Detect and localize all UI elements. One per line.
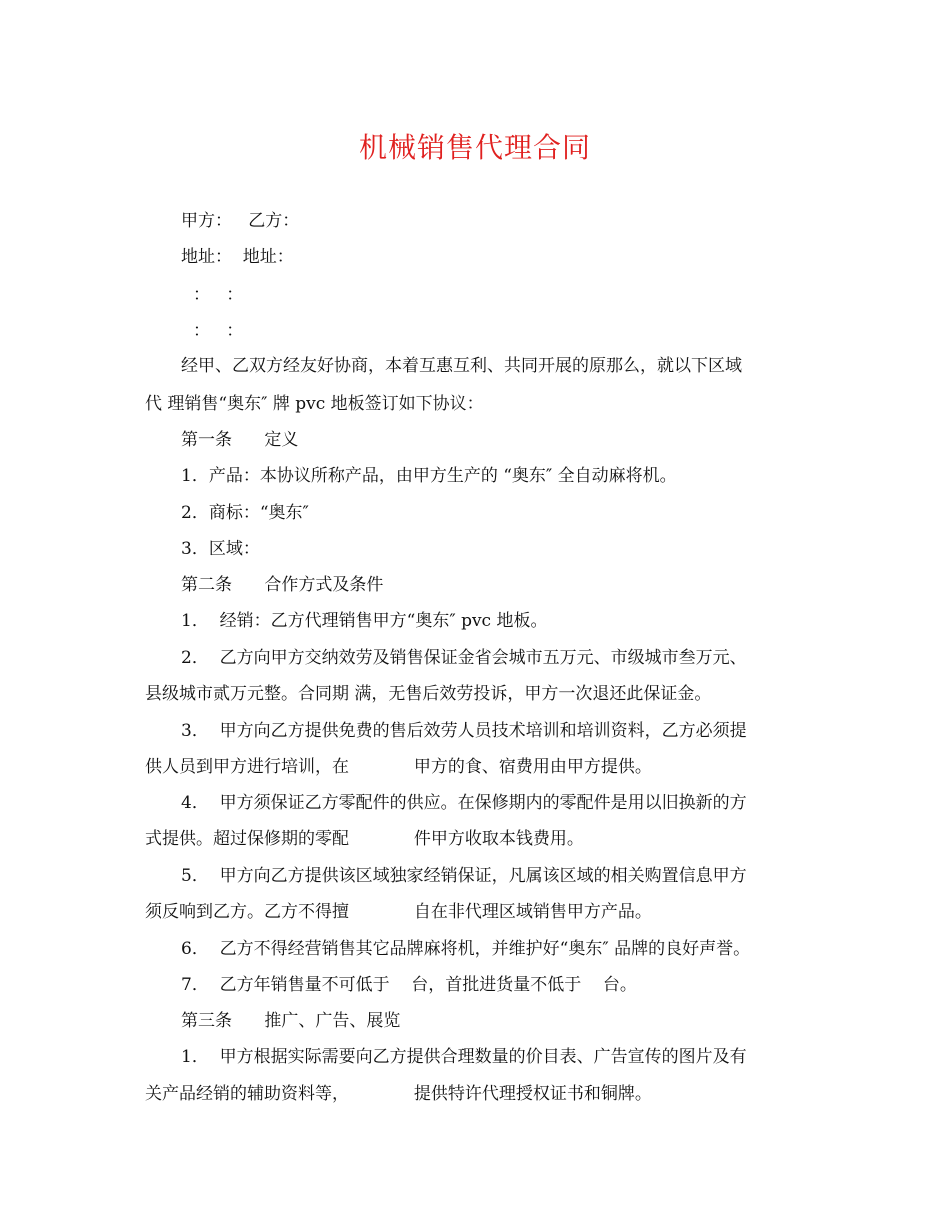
document-title: 机械销售代理合同 — [358, 131, 591, 164]
clause-line: 3． 甲方向乙方提供免费的售后效劳人员技术培训和培训资料，乙方必须提 — [181, 721, 747, 741]
article-heading: 第一条 定义 — [181, 430, 299, 450]
clause-line: 1． 经销：乙方代理销售甲方“奥东″ pvc 地板。 — [181, 611, 548, 631]
clause-line: 关产品经销的辅助资料等， 提供特许代理授权证书和铜牌。 — [145, 1084, 652, 1104]
clause-line: 3．区域： — [181, 539, 260, 559]
clause-line: 县级城市贰万元整。合同期 满，无售后效劳投诉，甲方一次退还此保证金。 — [145, 684, 712, 704]
party-names-line: 甲方： 乙方： — [181, 211, 300, 231]
article-heading: 第二条 合作方式及条件 — [181, 575, 384, 595]
blank-field-line: ： ： — [193, 285, 244, 305]
clause-line: 供人员到甲方进行培训，在 甲方的食、宿费用由甲方提供。 — [145, 757, 652, 777]
clause-line: 须反响到乙方。乙方不得擅 自在非代理区域销售甲方产品。 — [145, 902, 652, 922]
clause-line: 1． 甲方根据实际需要向乙方提供合理数量的价目表、广告宣传的图片及有 — [181, 1047, 747, 1067]
address-line: 地址： 地址： — [181, 247, 294, 267]
clause-line: 式提供。超过保修期的零配 件甲方收取本钱费用。 — [145, 829, 584, 849]
blank-field-line: ： ： — [193, 321, 244, 341]
clause-line: 1．产品：本协议所称产品，由甲方生产的 “奥东″ 全自动麻将机。 — [181, 466, 677, 486]
preamble-line: 经甲、乙双方经友好协商，本着互惠互利、共同开展的原那么，就以下区域 — [181, 356, 742, 376]
article-heading: 第三条 推广、广告、展览 — [181, 1011, 401, 1031]
preamble-line: 代 理销售“奥东″ 牌 pvc 地板签订如下协议： — [145, 394, 484, 414]
clause-line: 6． 乙方不得经营销售其它品牌麻将机，并维护好“奥东″ 品牌的良好声誉。 — [181, 939, 751, 959]
clause-line: 7． 乙方年销售量不可低于 台，首批进货量不低于 台。 — [181, 975, 637, 995]
clause-line: 4． 甲方须保证乙方零配件的供应。在保修期内的零配件是用以旧换新的方 — [181, 793, 747, 813]
clause-line: 2． 乙方向甲方交纳效劳及销售保证金省会城市五万元、市级城市叁万元、 — [181, 648, 747, 668]
clause-line: 2．商标：“奥东″ — [181, 503, 309, 523]
clause-line: 5． 甲方向乙方提供该区域独家经销保证，凡属该区域的相关购置信息甲方 — [181, 866, 747, 886]
